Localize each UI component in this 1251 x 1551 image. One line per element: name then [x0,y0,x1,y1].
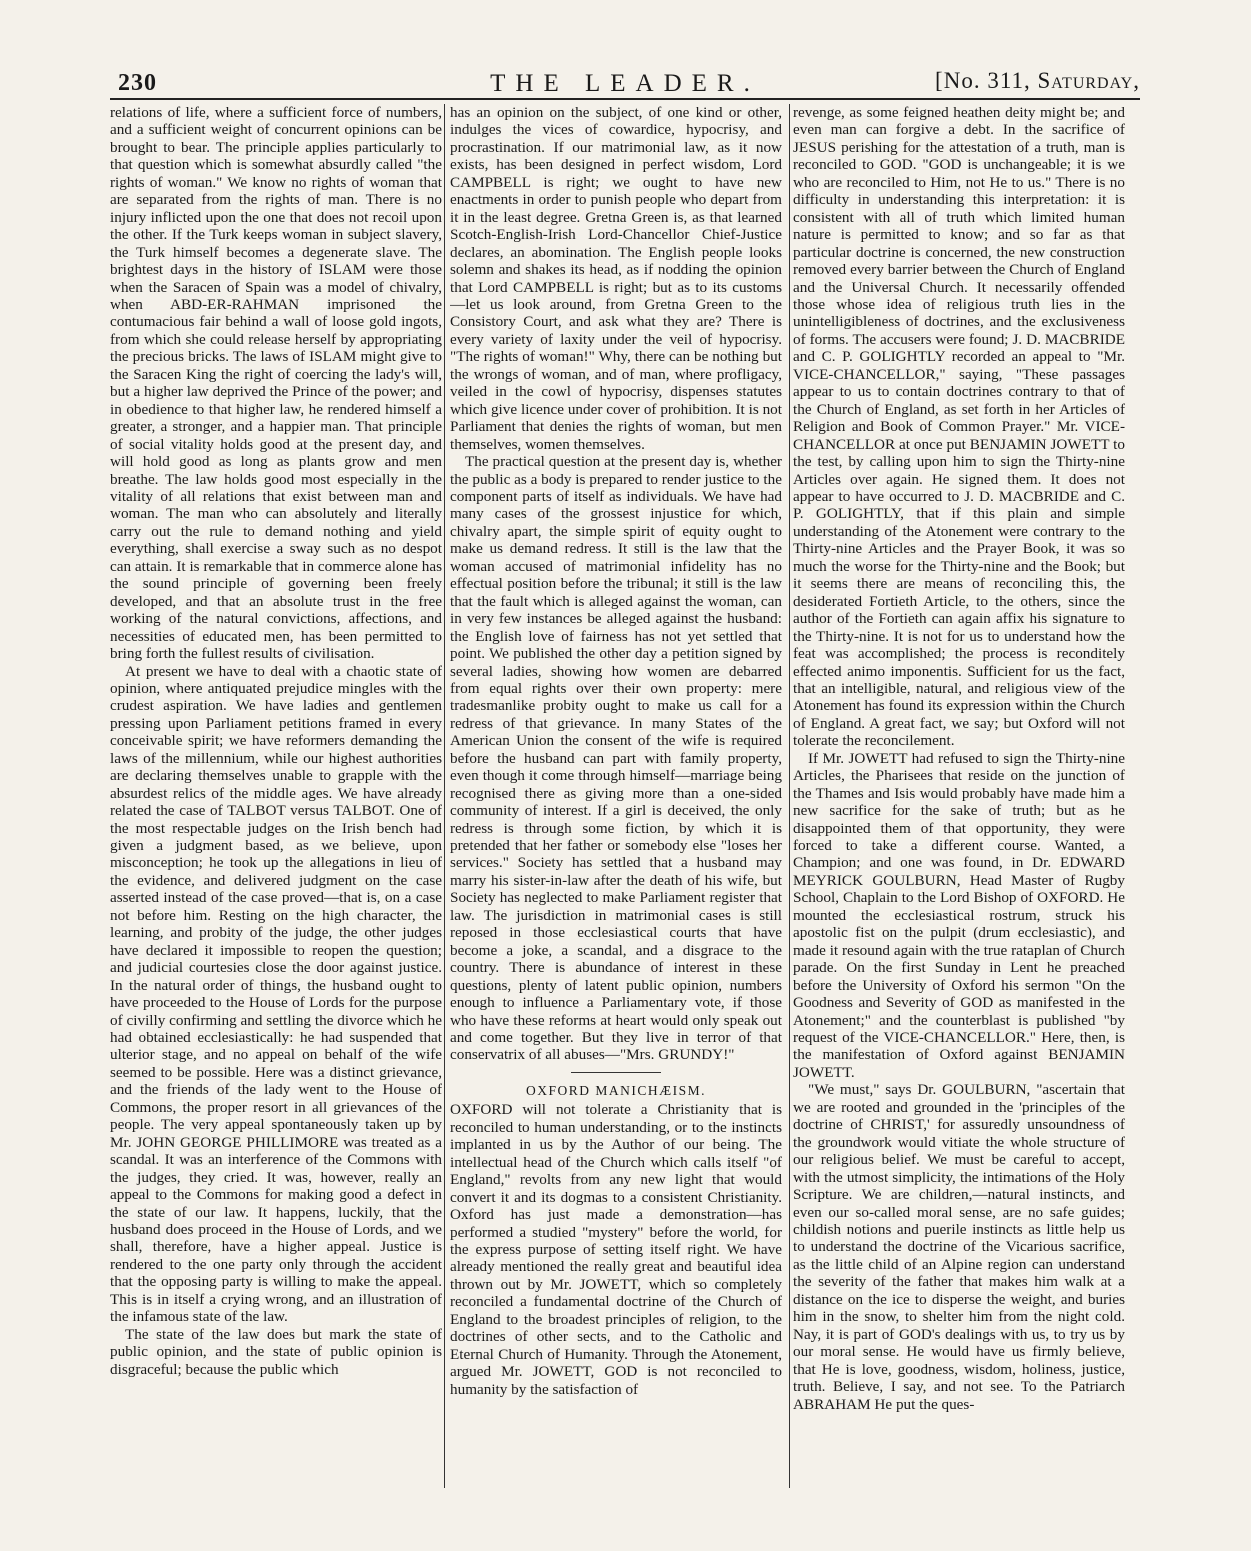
issue-day: Saturday, [1037,68,1140,93]
col2-paragraph-2: The practical question at the present day is, whether the public as a body is prepared to render justice to the component parts of itself as individuals. We have had many cases of the grossest injustice for which, chivalry apart, the simple spirit of equity ought to make us demand redress. It still is the law that the woman accused of matrimonial infidelity has no effectual position before the tribunal; it still is the law that the fault which is alleged against the woman, can in very few instances be alleged against the husband: the English love of fairness has not yet settled that point. We published the other day a petition signed by several ladies, showing how women are debarred from equal rights over their own property: mere tradesmanlike probity ought to make us call for a redress of that grievance. In many States of the American Union the consent of the wife is required before the husband can part with family property, even though it come through himself—marriage being recognised there as giving more than a one-sided community of interest. If a girl is deceived, the only redress is through some fiction, by which it is pretended that her father or somebody else "loses her services." Society has settled that a husband may marry his sister-in-law after the death of his wife, but Society has neglected to make Parliament register that law. The jurisdiction in matrimonial cases is still reposed in those ecclesiastical courts that have become a joke, a scandal, and a disgrace to the country. There is abundance of interest in these questions, plenty of latent public opinion, numbers enough to influence a Parliamentary vote, if those who have these reforms at heart would only speak out and come together. But they live in terror of that conservatrix of all abuses—"Mrs. GRUNDY!" [450,453,782,1064]
col1-paragraph-3: The state of the law does but mark the state of public opinion, and the state of public opinion is disgraceful; because the public which [110,1325,442,1378]
col3-paragraph-1: revenge, as some feigned heathen deity might be; and even man can forgive a debt. In the sacrifice of JESUS perishing for the attestation of a truth, man is reconciled to GOD. "GOD is unchangeable; it is we who are reconciled to Him, not He to us." There is no difficulty in understanding this interpretation: it is consistent with all of truth which limited human nature is permitted to know; and so far as that particular doctrine is concerned, the new construction removed every barrier between the Church of England and the Universal Church. It necessarily offended those whose idea of religious truth lies in the unintelligibleness of doctrines, and the exclusiveness of forms. The accusers were found; J. D. MACBRIDE and C. P. GOLIGHTLY recorded an appeal to "Mr. VICE-CHANCELLOR," saying, "These passages appear to us to contain doctrines contrary to that of the Church of England, as set forth in her Articles of Religion and Book of Common Prayer." Mr. VICE-CHANCELLOR at once put BENJAMIN JOWETT to the test, by calling upon him to sign the Thirty-nine Articles over again. He signed them. It does not appear to have occurred to J. D. MACBRIDE and C. P. GOLIGHTLY, that if this plain and simple understanding of the Atonement were contrary to the Thirty-nine Articles and the Prayer Book, it was so much the worse for the Thirty-nine and the Book; but it seems there are means of reconciling this, the desiderated Fortieth Article, to the others, since the author of the Fortieth can again affix his signature to the Thirty-nine. It is not for us to understand how the feat was accomplished; the process is reconditely effected animo imponentis. Sufficient for us the fact, that an intelligible, natural, and religious view of the Atonement has found its expression within the Church of England. A great fact, we say; but Oxford will not tolerate the reconcilement. [793,104,1125,750]
col3-paragraph-3: "We must," says Dr. GOULBURN, "ascertain that we are rooted and grounded in the 'principles of the doctrine of CHRIST,' for assuredly unsoundness of the groundwork would vitiate the whole structure of our religious belief. We must be careful to accept, with the utmost simplicity, the intimations of the Holy Scripture. We are children,—natural instincts, and even our so-called moral sense, are no safe guides; childish notions and puerile instincts as little help us to understand the doctrine of the Vicarious sacrifice, as the little child of an Alpine region can understand the severity of the father that makes him walk at a distance on the ice to disperse the weight, and buries him in the snow, to shelter him from the night cold. Nay, it is part of GOD's dealings with us, to try us by our moral sense. He would have us firmly believe, that He is love, goodness, wisdom, holiness, justice, truth. Believe, I say, and not see. To the Patriarch ABRAHAM He put the ques- [793,1081,1125,1413]
page-header [110,60,1140,100]
column-2 [450,104,782,1492]
issue-number: [No. 311, [935,68,1031,93]
column-divider-1 [444,104,445,1488]
column-1 [110,104,442,1484]
col2-paragraph-1: has an opinion on the subject, of one kind or other, indulges the vices of cowardice, hypocrisy, and procrastination. If our matrimonial law, as it now exists, has been designed in perfect wisdom, Lord CAMPBELL is right; we ought to have new enactments in order to punish people who depart from it in the least degree. Gretna Green is, as that learned Scotch-English-Irish Lord-Chancellor Chief-Justice declares, an abomination. The English people looks solemn and shakes its head, as if nodding the opinion that Lord CAMPBELL is right; but as to its customs—let us look around, from Gretna Green to the Consistory Court, and ask what they are? There is every variety of laxity under the veil of hypocrisy. "The rights of woman!" Why, there can be nothing but the wrongs of woman, and of man, where profligacy, veiled in the cowl of hypocrisy, dispenses statutes which give licence under cover of prohibition. It is not Parliament that denies the rights of woman, but men themselves, women themselves. [450,104,782,453]
masthead-title: THE LEADER. [490,70,760,97]
section-paragraph: OXFORD will not tolerate a Christianity that is reconciled to human understanding, or to the instincts implanted in us by the Author of our being. The intellectual head of the Church which calls itself "of England," revolts from any new light that would convert it and its dogmas to a consistent Christianity. Oxford has just made a demonstration—has performed a studied "mystery" before the world, for the express purpose of setting itself right. We have already mentioned the really great and beautiful idea thrown out by Mr. JOWETT, which so completely reconciled a fundamental doctrine of the Church of England to the broadest principles of religion, to the doctrines of other sects, and to the Catholic and Eternal Church of Humanity. Through the Atonement, argued Mr. JOWETT, GOD is not reconciled to humanity by the satisfaction of [450,1101,782,1398]
col1-paragraph-2: At present we have to deal with a chaotic state of opinion, where antiquated prejudice mingles with the crudest aspiration. We have ladies and gentlemen pressing upon Parliament petitions framed in every conceivable spirit; we have reformers demanding the laws of the millennium, while our highest authorities are declaring themselves unable to grapple with the absurdest relics of the middle ages. We have already related the case of TALBOT versus TALBOT. One of the most respectable judges on the Irish bench had given a judgment based, as we believe, upon misconception; he took up the allegations in lieu of the evidence, and delivered judgment on the case asserted instead of the case proved—that is, on a case not before him. Resting on the high character, the learning, and probity of the judge, the other judges have declared it impossible to reopen the question; and judicial courtesies close the door against justice. In the natural order of things, the husband ought to have proceeded to the House of Lords for the purpose of civilly confirming and settling the divorce which he had obtained ecclesiastically: he had suspended that ulterior stage, and no appeal on behalf of the wife seemed to be possible. Here was a distinct grievance, and the friends of the lady went to the House of Commons, the proper resort in all grievances of the people. The very appeal spontaneously taken up by Mr. JOHN GEORGE PHILLIMORE was treated as a scandal. It was an interference of the Commons with the judges, they cried. It was, however, really an appeal to the Commons for making good a defect in the state of our law. It happens, luckily, that the husband does proceed in the House of Lords, and we shall, therefore, have a higher appeal. Justice is rendered to the one party only through the accident that the opposing party is willing to make the appeal. This is in itself a crying wrong, and an illustration of the infamous state of the law. [110,662,442,1326]
section-heading: OXFORD MANICHÆISM. [525,1082,707,1098]
header-rule [110,98,1140,100]
section-separator [571,1072,661,1073]
issue-info [935,68,1140,94]
column-3 [793,104,1125,1492]
col1-paragraph-1: relations of life, where a sufficient force of numbers, and a sufficient weight of concurrent opinions can be brought to bear. The principle applies particularly to that question which is somewhat absurdly called "the rights of woman." We know no rights of woman that are separated from the rights of man. There is no injury inflicted upon the one that does not recoil upon the other. If the Turk keeps woman in subject slavery, the Turk himself becomes a degenerate slave. The brightest days in the history of ISLAM were those when the Saracen of Spain was a model of chivalry, when ABD-ER-RAHMAN imprisoned the contumacious fair behind a wall of loose gold ingots, from which she could release herself by appropriating the precious bricks. The laws of ISLAM might give to the Saracen King the right of coercing the lady's will, but a higher law deprived the Prince of the power; and in obedience to that higher law, he rendered himself a greater, a stronger, and a happier man. That principle of social vitality holds good at the present day, and will hold good as long as plants grow and men breathe. The law holds good most especially in the vitality of all relations that exist between man and woman. The man who can absolutely and literally carry out the rule to demand nothing and yield everything, shall exercise a sway such as no despot can attain. It is remarkable that in commerce alone has the sound principle of governing been freely developed, and that an absolute trust in the free working of the natural convictions, affections, and necessities of educated men, has been permitted to bring forth the fullest results of civilisation. [110,104,442,663]
column-divider-2 [789,104,790,1488]
col3-paragraph-2: If Mr. JOWETT had refused to sign the Thirty-nine Articles, the Pharisees that reside on the junction of the Thames and Isis would probably have made him a new sacrifice for the sake of truth; but as he disappointed them of that opportunity, they were forced to take a different course. Wanted, a Champion; and one was found, in Dr. EDWARD MEYRICK GOULBURN, Head Master of Rugby School, Chaplain to the Lord Bishop of OXFORD. He mounted the ecclesiastical rostrum, struck his apostolic fist on the pulpit (drum ecclesiastic), and made it resound again with the true rataplan of Church parade. On the first Sunday in Lent he preached before the University of Oxford his sermon "On the Goodness and Severity of GOD as manifested in the Atonement;" and the counterblast is published "by request of the VICE-CHANCELLOR." Here, then, is the manifestation of Oxford against BENJAMIN JOWETT. [793,749,1125,1081]
page-number: 230 [118,70,157,96]
